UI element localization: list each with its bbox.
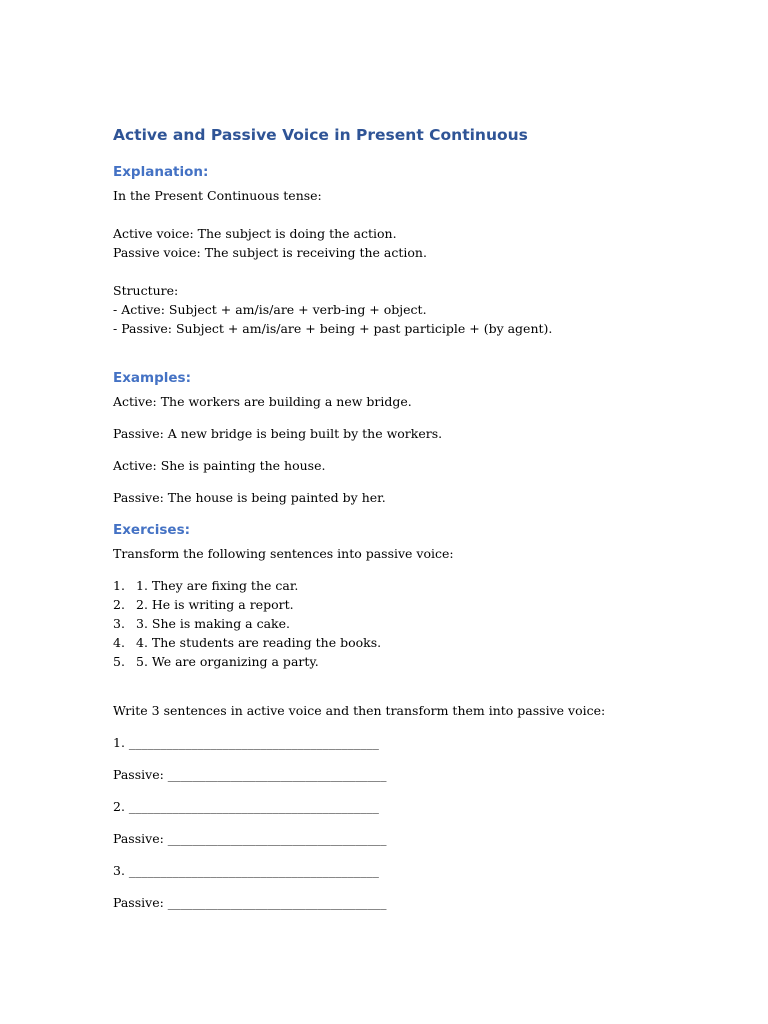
list-item-text: 2. He is writing a report. — [136, 597, 294, 612]
list-item — [113, 652, 673, 671]
answer-blank: 3. ________________________________________ — [113, 863, 379, 878]
example-item: Active: She is painting the house. — [113, 458, 326, 473]
document-page — [113, 124, 673, 912]
list-item — [113, 595, 673, 614]
list-item-number: 5. — [113, 654, 125, 669]
example-item: Passive: The house is being painted by her. — [113, 490, 386, 505]
example-item: Active: The workers are building a new bridge. — [113, 394, 412, 409]
active-definition: Active voice: The subject is doing the action. — [113, 226, 397, 241]
list-item-text: 1. They are fixing the car. — [136, 578, 299, 593]
exercise-instruction: Transform the following sentences into passive voice: — [113, 546, 454, 561]
structure-passive: - Passive: Subject + am/is/are + being + past participle + (by agent). — [113, 321, 553, 336]
list-item — [113, 614, 673, 633]
exercises-heading: Exercises: — [113, 522, 190, 538]
list-item-number: 4. — [113, 635, 125, 650]
page-title: Active and Passive Voice in Present Continuous — [113, 126, 528, 144]
list-item — [113, 576, 673, 595]
answer-blank: 2. ________________________________________ — [113, 799, 379, 814]
list-item-number: 1. — [113, 578, 125, 593]
list-item-number: 3. — [113, 616, 125, 631]
explanation-heading: Explanation: — [113, 164, 209, 180]
passive-definition: Passive voice: The subject is receiving the action. — [113, 245, 427, 260]
answer-blank: Passive: ___________________________________ — [113, 767, 387, 782]
structure-active: - Active: Subject + am/is/are + verb-ing + object. — [113, 302, 427, 317]
exercise-list — [113, 576, 673, 671]
example-item: Passive: A new bridge is being built by the workers. — [113, 426, 443, 441]
list-item — [113, 633, 673, 652]
list-item-text: 3. She is making a cake. — [136, 616, 290, 631]
list-item-text: 4. The students are reading the books. — [136, 635, 382, 650]
list-item-text: 5. We are organizing a party. — [136, 654, 319, 669]
examples-heading: Examples: — [113, 370, 191, 386]
list-item-number: 2. — [113, 597, 125, 612]
structure-label: Structure: — [113, 283, 179, 298]
write-instruction: Write 3 sentences in active voice and then transform them into passive voice: — [113, 703, 606, 718]
answer-blank: Passive: ___________________________________ — [113, 831, 387, 846]
explanation-intro: In the Present Continuous tense: — [113, 188, 322, 203]
answer-blank: 1. ________________________________________ — [113, 735, 379, 750]
answer-blank: Passive: ___________________________________ — [113, 895, 387, 910]
